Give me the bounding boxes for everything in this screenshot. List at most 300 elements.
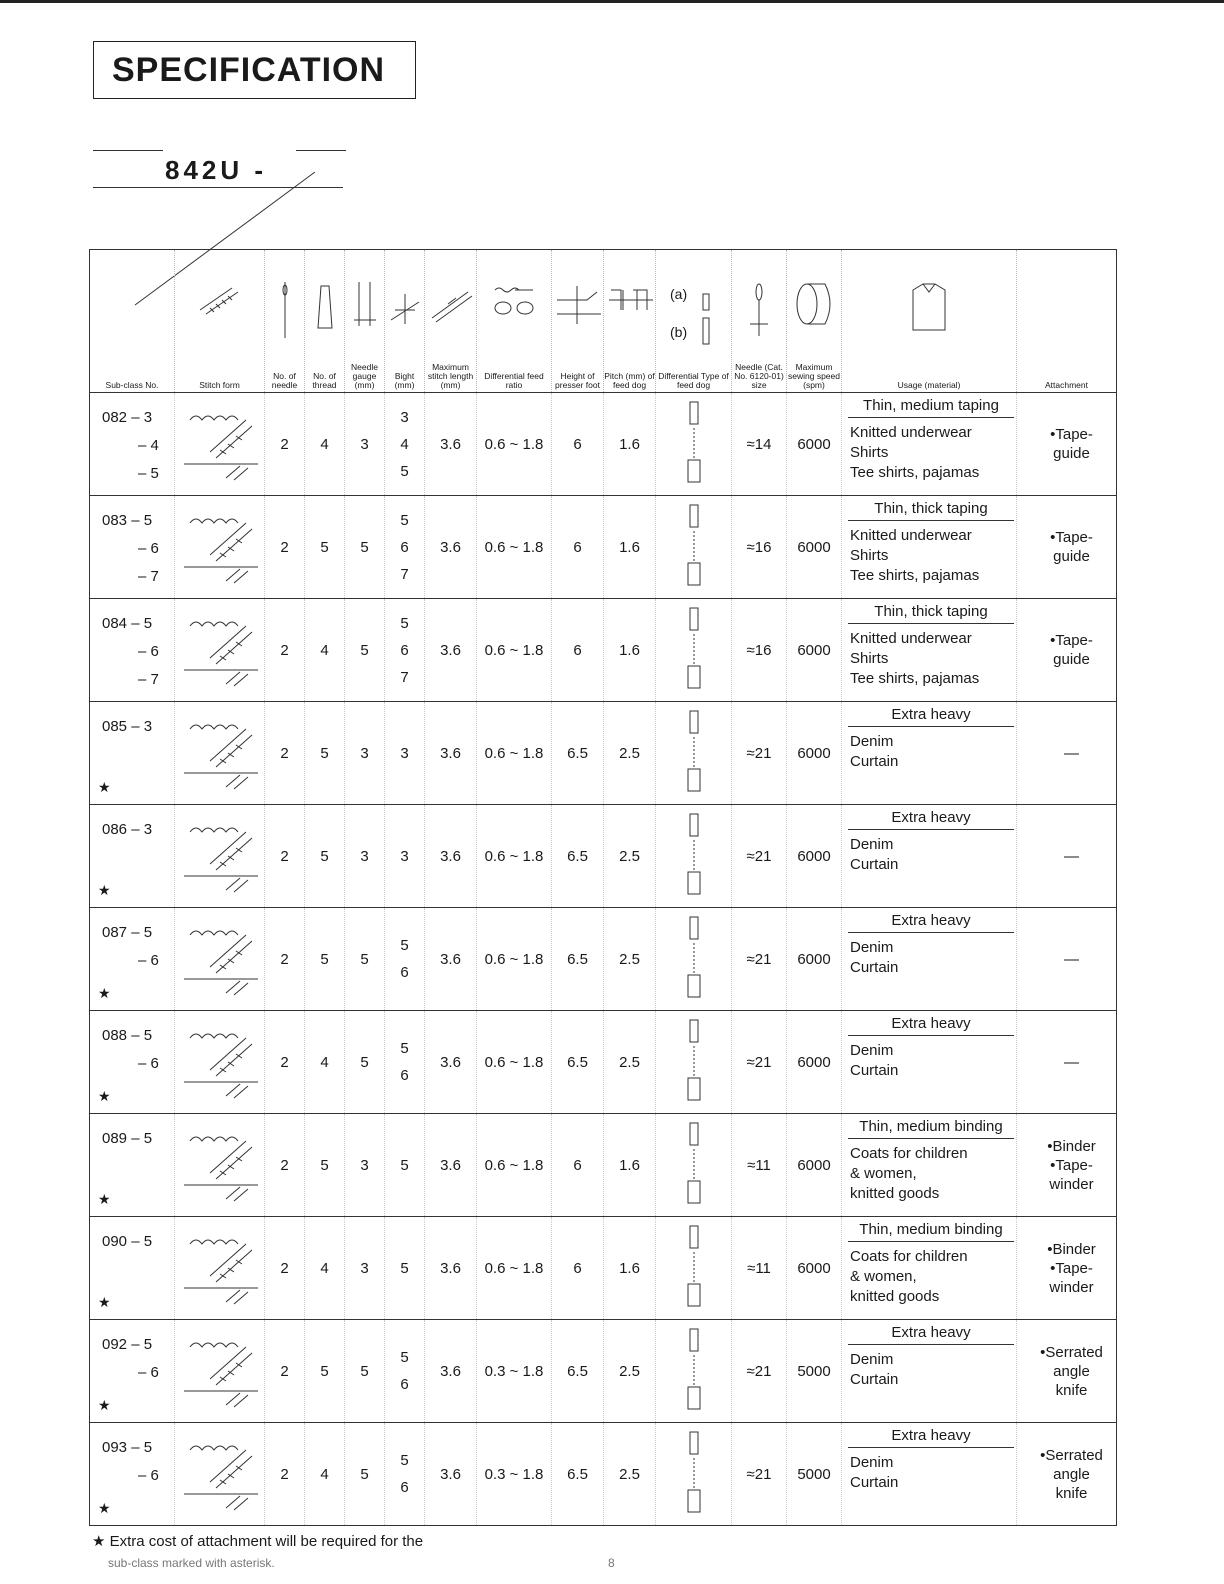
gauge-cell: 3 — [345, 1217, 385, 1320]
feed-dog-icon — [684, 810, 704, 898]
shirt-icon — [907, 280, 951, 336]
subclass-variant: – 6 — [138, 952, 159, 969]
asterisk-mark: ★ — [98, 1397, 111, 1413]
bight-cell — [385, 393, 425, 496]
subclass-variant: – 7 — [138, 671, 159, 688]
pitch-cell: 1.6 — [604, 1114, 656, 1217]
attachment-line: winder — [1049, 1175, 1094, 1193]
attachment-cell — [1017, 805, 1117, 908]
threads-cell: 5 — [305, 908, 345, 1011]
speed-cell: 5000 — [787, 1423, 842, 1526]
page-title: SPECIFICATION — [112, 50, 386, 89]
stitch-form-cell — [175, 805, 265, 908]
presser-cell: 6.5 — [552, 1423, 604, 1526]
usage-title: Thin, thick taping — [848, 500, 1014, 521]
gauge-cell: 5 — [345, 908, 385, 1011]
feed-type-cell — [656, 1320, 732, 1423]
usage-cell — [842, 393, 1017, 496]
stitch-length-cell: 3.6 — [425, 1423, 477, 1526]
attachment-cell — [1017, 1320, 1117, 1423]
speed-cell: 6000 — [787, 496, 842, 599]
usage-title: Extra heavy — [848, 912, 1014, 933]
usage-title: Thin, medium binding — [848, 1221, 1014, 1242]
subclass-number: 084 – 5 — [102, 615, 153, 632]
stitch-diagram-icon — [180, 608, 260, 688]
presser-foot-icon — [553, 280, 603, 330]
subclass-number: 082 – 3 — [102, 409, 153, 426]
bight-value: 5 — [400, 1156, 409, 1174]
usage-item: knitted goods — [850, 1288, 940, 1305]
usage-list — [850, 526, 979, 586]
diff-ratio-cell: 0.3 ~ 1.8 — [477, 1320, 552, 1423]
header-speed: Maximum sewing speed (spm) — [787, 250, 842, 393]
subclass-variant: – 6 — [138, 1055, 159, 1072]
usage-item: Tee shirts, pajamas — [850, 670, 980, 687]
asterisk-mark: ★ — [98, 1088, 111, 1104]
presser-cell: 6.5 — [552, 908, 604, 1011]
usage-cell — [842, 1011, 1017, 1114]
needle-size-cell: ≈21 — [732, 1320, 787, 1423]
usage-item: Coats for children — [850, 1145, 968, 1162]
bight-value: 3 — [400, 744, 409, 762]
table-row — [90, 496, 1117, 599]
sewing-speed-icon — [789, 280, 839, 330]
attachment-line: guide — [1053, 548, 1090, 565]
subclass-cell — [90, 1423, 175, 1526]
header-threads: No. of thread — [305, 250, 345, 393]
asterisk-mark: ★ — [98, 1294, 111, 1310]
usage-list — [850, 1453, 898, 1493]
subclass-cell — [90, 1114, 175, 1217]
feed-dog-icon — [684, 1016, 704, 1104]
table-row — [90, 1114, 1117, 1217]
bight-cell — [385, 702, 425, 805]
bight-cell — [385, 496, 425, 599]
subclass-cell — [90, 1011, 175, 1114]
subclass-number: 088 – 5 — [102, 1027, 153, 1044]
speed-cell: 6000 — [787, 1114, 842, 1217]
header-row — [90, 250, 1117, 393]
attachment-cell — [1017, 393, 1117, 496]
bight-cell — [385, 1114, 425, 1217]
usage-item: Curtain — [850, 959, 899, 976]
usage-cell — [842, 702, 1017, 805]
stitch-length-cell: 3.6 — [425, 1217, 477, 1320]
asterisk-mark: ★ — [98, 882, 111, 898]
header-attachment: Attachment — [1017, 250, 1117, 393]
usage-cell — [842, 1217, 1017, 1320]
presser-cell: 6 — [552, 1217, 604, 1320]
speed-cell: 6000 — [787, 908, 842, 1011]
bight-value: 5 — [400, 1452, 409, 1469]
diff-ratio-cell: 0.6 ~ 1.8 — [477, 908, 552, 1011]
threads-cell: 4 — [305, 1011, 345, 1114]
speed-cell: 6000 — [787, 1217, 842, 1320]
presser-cell: 6 — [552, 393, 604, 496]
needles-cell: 2 — [265, 805, 305, 908]
attachment-line: •Tape- — [1050, 426, 1093, 443]
subclass-number: 087 – 5 — [102, 924, 153, 941]
table-row — [90, 1320, 1117, 1423]
usage-item: Curtain — [850, 1474, 899, 1491]
page-number: 8 — [608, 1556, 615, 1570]
needle-gauge-icon — [350, 280, 380, 330]
bight-value: 7 — [400, 565, 409, 583]
subclass-cell — [90, 702, 175, 805]
subclass-cell — [90, 599, 175, 702]
threads-cell: 5 — [305, 702, 345, 805]
feed-type-cell — [656, 1114, 732, 1217]
usage-list — [850, 1144, 968, 1204]
presser-cell: 6.5 — [552, 1011, 604, 1114]
speed-cell: 6000 — [787, 1011, 842, 1114]
needle-icon — [278, 280, 292, 340]
asterisk-mark: ★ — [98, 1500, 111, 1516]
needles-cell: 2 — [265, 1217, 305, 1320]
feed-type-cell — [656, 702, 732, 805]
feed-dog-icon — [684, 398, 704, 486]
attachment-line: knife — [1055, 1381, 1088, 1399]
usage-list — [850, 423, 979, 483]
usage-item: Curtain — [850, 856, 899, 873]
bight-value: 5 — [400, 1349, 409, 1366]
stitch-diagram-icon — [180, 402, 260, 482]
diff-ratio-cell: 0.6 ~ 1.8 — [477, 702, 552, 805]
usage-list — [850, 1247, 968, 1307]
attachment-line: — — [1064, 1053, 1079, 1071]
needle-size-cell: ≈21 — [732, 805, 787, 908]
stitch-diagram-icon — [180, 505, 260, 585]
subclass-cell — [90, 1217, 175, 1320]
needles-cell: 2 — [265, 702, 305, 805]
gauge-cell: 3 — [345, 805, 385, 908]
presser-cell: 6 — [552, 496, 604, 599]
diff-ratio-cell: 0.6 ~ 1.8 — [477, 1217, 552, 1320]
diff-ratio-cell: 0.6 ~ 1.8 — [477, 599, 552, 702]
threads-cell: 5 — [305, 496, 345, 599]
attachment-line: angle — [1053, 1362, 1090, 1380]
attachment-line: •Tape- — [1050, 529, 1093, 546]
subclass-variant: – 6 — [138, 643, 159, 660]
usage-cell — [842, 805, 1017, 908]
subclass-variant: – 6 — [138, 1467, 159, 1484]
usage-item: Denim — [850, 836, 894, 853]
usage-item: Shirts — [850, 444, 889, 461]
stitch-diagram-icon — [180, 917, 260, 997]
usage-item: Denim — [850, 1351, 894, 1368]
diff-ratio-cell: 0.6 ~ 1.8 — [477, 496, 552, 599]
attachment-line: •Tape- — [1050, 632, 1093, 649]
model-rule — [296, 150, 346, 151]
bight-value: 4 — [400, 435, 409, 453]
subclass-variant: – 7 — [138, 568, 159, 585]
subclass-number: 085 – 3 — [102, 718, 153, 735]
bight-cell — [385, 908, 425, 1011]
feed-dog-icon — [684, 1428, 704, 1516]
stitch-form-cell — [175, 702, 265, 805]
threads-cell: 5 — [305, 805, 345, 908]
footnote-continued: sub-class marked with asterisk. — [108, 1556, 275, 1570]
header-subclass: Sub-class No. — [90, 250, 175, 393]
speed-cell: 6000 — [787, 393, 842, 496]
usage-title: Extra heavy — [848, 809, 1014, 830]
speed-cell: 6000 — [787, 805, 842, 908]
header-bight: Bight (mm) — [385, 250, 425, 393]
needle-size-cell: ≈21 — [732, 1423, 787, 1526]
spec-table — [89, 249, 1117, 1526]
stitch-length-cell: 3.6 — [425, 496, 477, 599]
pitch-cell: 1.6 — [604, 393, 656, 496]
gauge-cell: 5 — [345, 1423, 385, 1526]
feed-dog-icon — [684, 1222, 704, 1310]
diff-ratio-cell: 0.3 ~ 1.8 — [477, 1423, 552, 1526]
pitch-cell: 2.5 — [604, 1320, 656, 1423]
attachment-line: winder — [1049, 1278, 1094, 1296]
bight-cell — [385, 1011, 425, 1114]
attachment-cell — [1017, 1423, 1117, 1526]
header-needle-size: Needle (Cat. No. 6120-01) size — [732, 250, 787, 393]
needle-size-cell: ≈21 — [732, 1011, 787, 1114]
table-row — [90, 1217, 1117, 1320]
stitch-form-cell — [175, 599, 265, 702]
bight-value: 6 — [400, 1067, 409, 1084]
attachment-line: angle — [1053, 1465, 1090, 1483]
table-row — [90, 1423, 1117, 1526]
top-border-line — [0, 0, 1224, 3]
subclass-variant: – 5 — [138, 465, 159, 482]
bight-cell — [385, 1217, 425, 1320]
threads-cell: 4 — [305, 1217, 345, 1320]
usage-title: Thin, medium binding — [848, 1118, 1014, 1139]
usage-item: Knitted underwear — [850, 424, 972, 441]
differential-feed-icon — [489, 280, 539, 320]
attachment-cell — [1017, 1011, 1117, 1114]
feed-type-b-label: (b) — [670, 324, 688, 340]
stitch-form-cell — [175, 1423, 265, 1526]
usage-item: Shirts — [850, 547, 889, 564]
stitch-length-cell: 3.6 — [425, 1320, 477, 1423]
attachment-line: •Binder — [1047, 1240, 1096, 1258]
needles-cell: 2 — [265, 908, 305, 1011]
diff-ratio-cell: 0.6 ~ 1.8 — [477, 393, 552, 496]
table-row — [90, 908, 1117, 1011]
usage-item: Knitted underwear — [850, 630, 972, 647]
needles-cell: 2 — [265, 1011, 305, 1114]
bight-value: 5 — [400, 1259, 409, 1277]
usage-item: Denim — [850, 733, 894, 750]
model-number: 842U - — [165, 155, 268, 185]
usage-item: & women, — [850, 1268, 917, 1285]
stitch-diagram-icon — [180, 1226, 260, 1306]
threads-cell: 4 — [305, 1423, 345, 1526]
needles-cell: 2 — [265, 599, 305, 702]
bight-cell — [385, 1423, 425, 1526]
stitch-form-cell — [175, 393, 265, 496]
stitch-diagram-icon — [180, 711, 260, 791]
table-row — [90, 805, 1117, 908]
header-usage: Usage (material) — [842, 250, 1017, 393]
presser-cell: 6.5 — [552, 805, 604, 908]
attachment-line: •Serrated — [1040, 1446, 1103, 1464]
usage-item: knitted goods — [850, 1185, 940, 1202]
header-gauge: Needle gauge (mm) — [345, 250, 385, 393]
subclass-number: 093 – 5 — [102, 1439, 153, 1456]
pitch-cell: 2.5 — [604, 1011, 656, 1114]
table-row — [90, 1011, 1117, 1114]
feed-type-cell — [656, 393, 732, 496]
feed-type-cell — [656, 1011, 732, 1114]
bight-value: 6 — [400, 964, 409, 981]
attachment-line: •Binder — [1047, 1137, 1096, 1155]
pitch-cell: 2.5 — [604, 702, 656, 805]
pitch-cell: 2.5 — [604, 805, 656, 908]
gauge-cell: 3 — [345, 393, 385, 496]
usage-item: & women, — [850, 1165, 917, 1182]
stitch-diagram-icon — [180, 814, 260, 894]
attachment-line: — — [1064, 847, 1079, 865]
asterisk-mark: ★ — [98, 779, 111, 795]
usage-cell — [842, 908, 1017, 1011]
thread-cone-icon — [312, 280, 338, 330]
stitch-form-cell — [175, 908, 265, 1011]
bight-value: 6 — [400, 1376, 409, 1393]
bight-value: 3 — [400, 847, 409, 865]
subclass-number: 092 – 5 — [102, 1336, 153, 1353]
feed-dog-icon — [684, 501, 704, 589]
pitch-cell: 1.6 — [604, 599, 656, 702]
attachment-line: guide — [1053, 651, 1090, 668]
usage-item: Curtain — [850, 753, 899, 770]
threads-cell: 5 — [305, 1320, 345, 1423]
speed-cell: 6000 — [787, 702, 842, 805]
needle-size-cell: ≈11 — [732, 1217, 787, 1320]
usage-item: Denim — [850, 1454, 894, 1471]
needles-cell: 2 — [265, 1423, 305, 1526]
diff-ratio-cell: 0.6 ~ 1.8 — [477, 805, 552, 908]
subclass-number: 089 – 5 — [102, 1130, 153, 1147]
model-rule — [93, 150, 163, 151]
header-stitch-form: Stitch form — [175, 250, 265, 393]
attachment-cell — [1017, 1217, 1117, 1320]
presser-cell: 6.5 — [552, 702, 604, 805]
usage-title: Thin, medium taping — [848, 397, 1014, 418]
header-stitch-length: Maximum stitch length (mm) — [425, 250, 477, 393]
bight-icon — [387, 280, 423, 330]
gauge-cell: 5 — [345, 1011, 385, 1114]
attachment-line: — — [1064, 744, 1079, 762]
gauge-cell: 3 — [345, 702, 385, 805]
needle-size-icon — [744, 280, 774, 340]
table-row — [90, 702, 1117, 805]
attachment-cell — [1017, 599, 1117, 702]
usage-item: Knitted underwear — [850, 527, 972, 544]
subclass-cell — [90, 805, 175, 908]
usage-title: Thin, thick taping — [848, 603, 1014, 624]
feed-dog-icon — [702, 292, 712, 348]
feed-type-cell — [656, 599, 732, 702]
threads-cell: 5 — [305, 1114, 345, 1217]
usage-title: Extra heavy — [848, 706, 1014, 727]
feed-type-cell — [656, 1217, 732, 1320]
usage-title: Extra heavy — [848, 1015, 1014, 1036]
threads-cell: 4 — [305, 393, 345, 496]
needle-size-cell: ≈11 — [732, 1114, 787, 1217]
usage-item: Tee shirts, pajamas — [850, 567, 980, 584]
diff-ratio-cell: 0.6 ~ 1.8 — [477, 1114, 552, 1217]
gauge-cell: 5 — [345, 1320, 385, 1423]
usage-cell — [842, 1114, 1017, 1217]
needles-cell: 2 — [265, 393, 305, 496]
table-row — [90, 393, 1117, 496]
attachment-cell — [1017, 702, 1117, 805]
usage-cell — [842, 1423, 1017, 1526]
bight-value: 5 — [400, 511, 409, 529]
bight-value: 3 — [400, 408, 409, 426]
subclass-number: 083 – 5 — [102, 512, 153, 529]
needles-cell: 2 — [265, 496, 305, 599]
usage-cell — [842, 496, 1017, 599]
stitch-diagram-icon — [180, 1432, 260, 1512]
needles-cell: 2 — [265, 1320, 305, 1423]
needle-size-cell: ≈16 — [732, 599, 787, 702]
bight-value: 7 — [400, 668, 409, 686]
asterisk-mark: ★ — [98, 1191, 111, 1207]
subclass-cell — [90, 1320, 175, 1423]
feed-type-cell — [656, 496, 732, 599]
header-pitch: Pitch (mm) of feed dog — [604, 250, 656, 393]
pitch-cell: 2.5 — [604, 908, 656, 1011]
usage-cell — [842, 1320, 1017, 1423]
gauge-cell: 5 — [345, 599, 385, 702]
bight-value: 6 — [400, 1479, 409, 1496]
stitch-length-cell: 3.6 — [425, 599, 477, 702]
header-needles: No. of needle — [265, 250, 305, 393]
stitch-form-cell — [175, 1011, 265, 1114]
feed-type-cell — [656, 908, 732, 1011]
stitch-length-cell: 3.6 — [425, 1114, 477, 1217]
bight-value: 6 — [400, 538, 409, 556]
stitch-form-cell — [175, 496, 265, 599]
speed-cell: 6000 — [787, 599, 842, 702]
feed-type-a-label: (a) — [670, 286, 688, 302]
usage-item: Denim — [850, 1042, 894, 1059]
subclass-number: 090 – 5 — [102, 1233, 153, 1250]
usage-list — [850, 1350, 898, 1390]
stitch-diagram-icon — [180, 1329, 260, 1409]
speed-cell: 5000 — [787, 1320, 842, 1423]
feed-dog-icon — [684, 604, 704, 692]
stitch-length-cell: 3.6 — [425, 908, 477, 1011]
gauge-cell: 5 — [345, 496, 385, 599]
usage-list — [850, 1041, 898, 1081]
attachment-cell — [1017, 1114, 1117, 1217]
usage-title: Extra heavy — [848, 1427, 1014, 1448]
usage-item: Coats for children — [850, 1248, 968, 1265]
subclass-variant: – 6 — [138, 540, 159, 557]
header-presser-height: Height of presser foot — [552, 250, 604, 393]
needle-size-cell: ≈21 — [732, 908, 787, 1011]
asterisk-mark: ★ — [98, 985, 111, 1001]
usage-title: Extra heavy — [848, 1324, 1014, 1345]
needles-cell: 2 — [265, 1114, 305, 1217]
attachment-line: •Serrated — [1040, 1343, 1103, 1361]
stitch-form-cell — [175, 1114, 265, 1217]
stitch-length-cell: 3.6 — [425, 702, 477, 805]
subclass-variant: – 4 — [138, 437, 159, 454]
needle-size-cell: ≈14 — [732, 393, 787, 496]
subclass-cell — [90, 496, 175, 599]
subclass-variant: – 6 — [138, 1364, 159, 1381]
